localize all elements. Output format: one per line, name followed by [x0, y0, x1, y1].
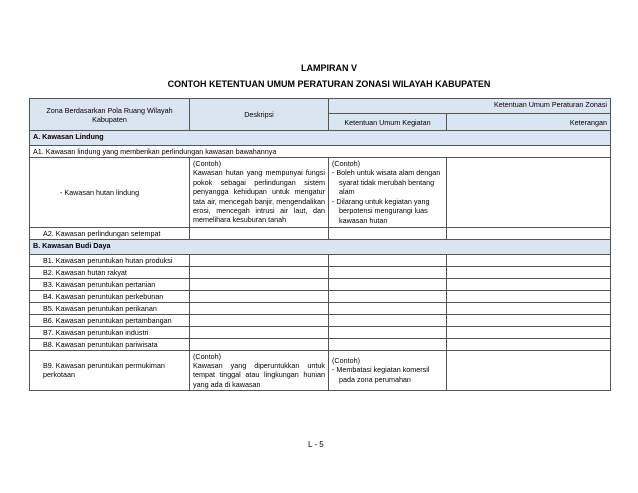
- header-ketentuan-kegiatan: Ketentuan Umum Kegiatan: [329, 114, 447, 131]
- row-b8-label: B8. Kawasan peruntukan pariwisata: [30, 338, 190, 350]
- row-hutan-lindung-kegiatan: [329, 158, 447, 228]
- row-b6-label: B6. Kawasan peruntukan pertambangan: [30, 314, 190, 326]
- kegiatan-head: (Contoh): [332, 159, 360, 168]
- section-row-a: [30, 131, 611, 146]
- row-hutan-lindung-name: - Kawasan hutan lindung: [30, 158, 190, 228]
- row-b2-label: B2. Kawasan hutan rakyat: [30, 266, 190, 278]
- empty-cell: [190, 266, 329, 278]
- table-row: [30, 254, 611, 266]
- table-row: [30, 302, 611, 314]
- row-b7-label: B7. Kawasan peruntukan industri: [30, 326, 190, 338]
- empty-cell: [447, 338, 611, 350]
- row-hutan-lindung-desc: [190, 158, 329, 228]
- row-b9-name: B9. Kawasan peruntukan permukiman perkotaan: [30, 350, 190, 391]
- empty-cell: [190, 254, 329, 266]
- page-number: L - 5: [308, 440, 324, 449]
- empty-cell: [329, 290, 447, 302]
- table-row: [30, 338, 611, 350]
- empty-cell: [447, 290, 611, 302]
- document-title: CONTOH KETENTUAN UMUM PERATURAN ZONASI WILAYAH KABUPATEN: [167, 79, 491, 89]
- kegiatan-head: (Contoh): [332, 356, 360, 366]
- empty-cell: [329, 266, 447, 278]
- row-b3-label: B3. Kawasan peruntukan pertanian: [30, 278, 190, 290]
- table-header-row: [30, 99, 611, 114]
- empty-cell: [329, 338, 447, 350]
- empty-cell: [447, 302, 611, 314]
- empty-cell: [329, 278, 447, 290]
- table-row: [30, 326, 611, 338]
- table-row: [30, 146, 611, 158]
- row-b9-kegiatan: [329, 350, 447, 391]
- header-keterangan: Keterangan: [447, 114, 611, 131]
- table-row: [30, 266, 611, 278]
- table-row: [30, 290, 611, 302]
- empty-cell: [190, 338, 329, 350]
- row-b9-keterangan: [447, 350, 611, 391]
- header-ketentuan-umum: Ketentuan Umum Peraturan Zonasi: [329, 99, 611, 114]
- section-b-label: B. Kawasan Budi Daya: [30, 239, 611, 254]
- list-item: - Dilarang untuk kegiatan yang berpotensi mengurangi luas kawasan hutan: [332, 196, 430, 225]
- empty-cell: [447, 314, 611, 326]
- list-item: - Membatasi kegiatan komersil pada zona perumahan: [332, 365, 430, 384]
- empty-cell: [190, 302, 329, 314]
- empty-cell: [329, 326, 447, 338]
- empty-cell: [447, 227, 611, 239]
- empty-cell: [190, 290, 329, 302]
- row-b5-label: B5. Kawasan peruntukan perikanan: [30, 302, 190, 314]
- list-item: - Boleh untuk wisata alam dengan syarat tidak merubah bentang alam: [332, 168, 441, 197]
- empty-cell: [329, 254, 447, 266]
- table-row: [30, 278, 611, 290]
- empty-cell: [329, 227, 447, 239]
- desc-head: (Contoh): [193, 159, 221, 168]
- empty-cell: [447, 266, 611, 278]
- desc-head: (Contoh): [193, 351, 221, 361]
- empty-cell: [329, 302, 447, 314]
- empty-cell: [190, 227, 329, 239]
- row-b9-desc: [190, 350, 329, 391]
- empty-cell: [329, 314, 447, 326]
- empty-cell: [447, 254, 611, 266]
- row-b4-label: B4. Kawasan peruntukan perkebunan: [30, 290, 190, 302]
- row-a1-label: A1. Kawasan lindung yang memberikan perlindungan kawasan bawahannya: [30, 146, 611, 158]
- row-a2-label: A2. Kawasan perlindungan setempat: [30, 227, 190, 239]
- table-row: [30, 350, 611, 391]
- row-b1-label: B1. Kawasan peruntukan hutan produksi: [30, 254, 190, 266]
- table-row: [30, 158, 611, 228]
- zonasi-table: [29, 98, 611, 391]
- row-hutan-lindung-keterangan: [447, 158, 611, 228]
- empty-cell: [447, 278, 611, 290]
- header-zona: Zona Berdasarkan Pola Ruang Wilayah Kabupaten: [30, 99, 190, 131]
- empty-cell: [190, 278, 329, 290]
- empty-cell: [447, 326, 611, 338]
- section-row-b: [30, 239, 611, 254]
- table-row: [30, 314, 611, 326]
- table-row: [30, 227, 611, 239]
- lampiran-label: LAMPIRAN V: [301, 63, 357, 73]
- desc-text: Kawasan hutan yang mempunyai fungsi pokok sebagai perlindungan sistem penyangga kehidupan untuk mengatur tata air, mencegah banjir, mengendalikan erosi, mencegah intrusi air laut, dan memelihara kesuburan tanah: [193, 168, 325, 225]
- header-deskripsi: Deskripsi: [190, 99, 329, 131]
- empty-cell: [190, 326, 329, 338]
- desc-text: Kawasan yang diperuntukkan untuk tempat tinggal atau lingkungan hunian yang ada di kawasan: [193, 360, 325, 389]
- section-a-label: A. Kawasan Lindung: [30, 131, 611, 146]
- empty-cell: [190, 314, 329, 326]
